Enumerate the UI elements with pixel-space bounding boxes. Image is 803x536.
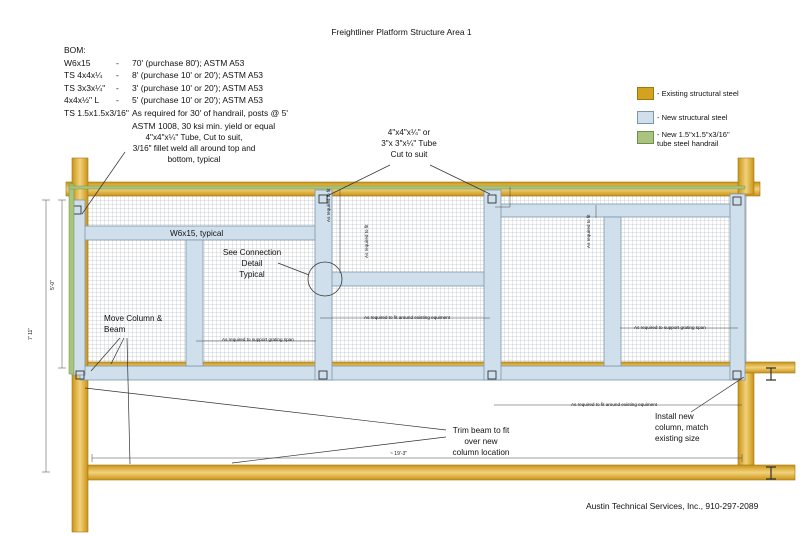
dim-fit-equipment-1: As required to fit around existing equiment <box>364 315 451 320</box>
dim-fit-equipment-2: As required to fit around existing equiment <box>571 402 658 407</box>
note-move-column: Move Column & Beam <box>104 314 163 334</box>
dim-grating-2: As required to support grating span <box>634 325 706 330</box>
legend-swatch-existing <box>637 87 654 100</box>
legend-swatch-handrail <box>637 131 654 144</box>
note-w6x15: W6x15, typical <box>170 229 224 238</box>
legend-label-existing: - Existing structural steel <box>657 89 739 98</box>
dim-left-inner: 5'-0" <box>50 280 56 290</box>
note-tube-left: 4"x4"x¼" Tube, Cut to suit, 3/16" fillet weld all around top and bottom, typical <box>132 133 256 164</box>
dim-fit-1: As required to fit <box>326 188 331 222</box>
footer-company: Austin Technical Services, Inc., 910-297-2089 <box>586 501 759 511</box>
dim-left-outer: 7' 11" <box>28 327 34 340</box>
dim-fit-2: As required to fit <box>364 224 369 258</box>
note-tube-center: 4"x4"x¼" or 3"x 3"x¼" Tube Cut to suit <box>381 128 437 159</box>
legend-label-new: - New structural steel <box>657 113 728 122</box>
drawing-title: Freightliner Platform Structure Area 1 <box>331 27 472 37</box>
dim-overall-width: ~ 19'-3" <box>390 451 408 457</box>
bom-heading: BOM: <box>64 45 86 55</box>
note-install-column: Install new column, match existing size <box>655 412 709 443</box>
legend-swatch-new <box>637 111 654 124</box>
dim-grating-1: As required to support grating span <box>222 337 294 342</box>
legend-label-handrail: - New 1.5"x1.5"x3/16" tube steel handrail <box>657 130 730 148</box>
note-connection-detail: See Connection Detail Typical <box>222 248 282 279</box>
bom-continuation: ASTM 1008, 30 ksi min. yield or equal <box>132 120 276 131</box>
dim-fit-3: As required to fit <box>586 214 591 248</box>
note-trim-beam: Trim beam to fit over new column location <box>452 426 510 457</box>
